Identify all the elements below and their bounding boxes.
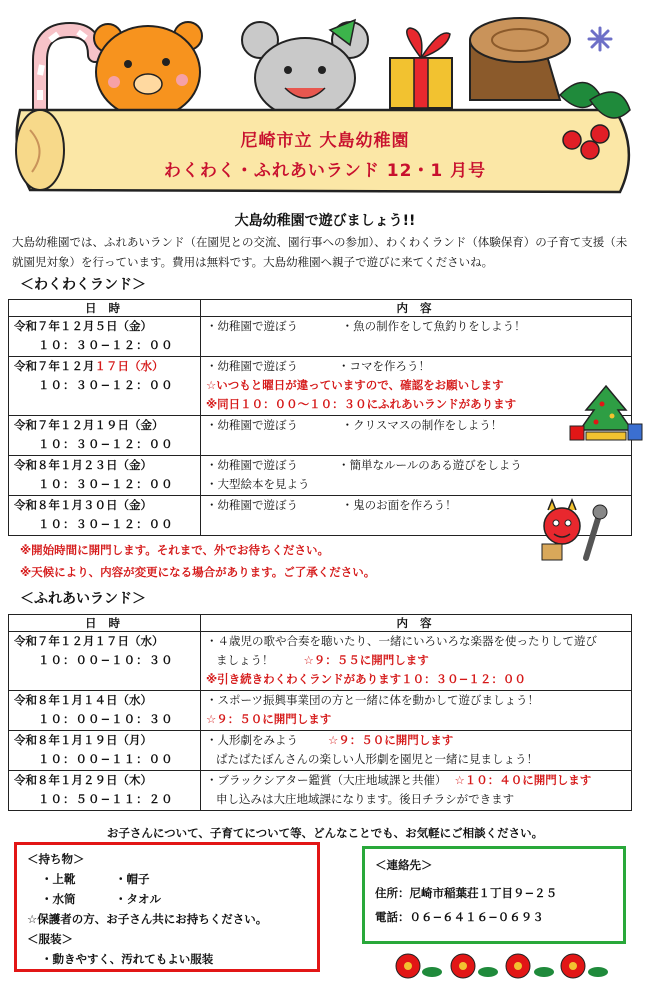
time-text: １０：００−１０：３０ <box>38 653 174 667</box>
banner-org-title: 尼崎市立 大島幼稚園 <box>240 131 410 151</box>
content-cell <box>201 731 632 771</box>
belongings-item: ・上靴 <box>41 872 76 886</box>
followup-note: ※引き続きわくわくランドがあります１０：３０−１２：００ <box>206 672 526 686</box>
intro-text: 大島幼稚園では、ふれあいランド（在園児との交流、園行事への参加）、わくわくランド（体験保育）の子育て支援（未就園児対象）を行っています。費用は無料です。大島幼稚園へ親子で遊びに来てくださいね。 <box>12 235 628 269</box>
open-time-note: ☆９：５０に開門します <box>328 733 454 747</box>
belongings-note: ☆保護者の方、お子さん共にお持ちください。 <box>27 912 268 926</box>
fureai-table <box>8 614 632 811</box>
date-cell <box>9 691 201 731</box>
time-text: １０：３０−１２：００ <box>38 477 174 491</box>
date-cell <box>9 357 201 416</box>
table-row <box>9 632 632 691</box>
table-row <box>9 416 632 456</box>
table-row <box>9 691 632 731</box>
candy-cane-icon <box>40 30 95 115</box>
extra-text: ・大型絵本を見よう <box>206 477 310 491</box>
date-text: 令和７年１２月 <box>14 359 95 373</box>
belongings-heading: ＜持ち物＞ <box>27 852 85 866</box>
time-text: １０：３０−１２：００ <box>38 437 174 451</box>
content-cell <box>201 691 632 731</box>
time-text: １０：３０−１２：００ <box>38 517 174 531</box>
activity-text: 申し込みは大庄地域課になります。後日チラシができます <box>216 792 515 806</box>
date-text: 令和８年１月２３日（金） <box>14 458 152 472</box>
oni-demon-icon <box>528 498 608 564</box>
header-banner <box>0 0 650 205</box>
content-cell <box>201 456 632 496</box>
content-cell <box>201 632 632 691</box>
snowflake-icon <box>589 28 611 50</box>
banner-issue-title: わくわく・ふれあいランド 12・1 月号 <box>163 161 487 181</box>
activity-text: ましょう！ <box>216 653 274 667</box>
activity-text: ・ブラックシアター鑑賞（大庄地域課と共催） <box>206 773 447 787</box>
table-row <box>9 317 632 357</box>
log-stump-icon <box>470 18 570 100</box>
activity-text: ・スポーツ振興事業団の方と一緒に体を動かして遊びましょう！ <box>206 693 540 707</box>
detail-text: ・コマを作ろう！ <box>338 359 430 373</box>
activity-text: ・幼稚園で遊ぼう <box>206 319 298 333</box>
wakuwaku-note-weather: ※天候により、内容が変更になる場合があります。ご了承ください。 <box>20 565 376 579</box>
date-text: 令和７年１２月１９日（金） <box>14 418 164 432</box>
table-row <box>9 357 632 416</box>
date-text: 令和７年１２月５日（金） <box>14 319 152 333</box>
activity-text: ・人形劇をみよう <box>206 733 298 747</box>
mouse-face-icon <box>242 20 368 118</box>
belongings-item: ・帽子 <box>115 872 150 886</box>
date-cell <box>9 416 201 456</box>
activity-text: ・幼稚園で遊ぼう <box>206 498 298 512</box>
clothes-text: ・動きやすく、汚れてもよい服装 <box>41 952 214 966</box>
table-header-row <box>9 615 632 632</box>
gift-box-icon <box>390 28 452 108</box>
time-text: １０：００−１１：００ <box>38 752 174 766</box>
activity-text: ・４歳児の歌や合奏を聴いたり、一緒にいろいろな楽器を使ったりして遊び <box>206 634 597 648</box>
bear-face-icon <box>94 22 202 118</box>
contact-phone: 電話：０６−６４１６−０６９３ <box>375 910 544 924</box>
detail-text: ・鬼のお面を作ろう！ <box>341 498 457 512</box>
time-text: １０：３０−１２：００ <box>38 338 174 352</box>
col-content-header: 内 容 <box>201 300 632 317</box>
date-text: 令和８年１月３０日（金） <box>14 498 152 512</box>
detail-text: ・魚の制作をして魚釣りをしよう！ <box>341 319 526 333</box>
col-date-header: 日 時 <box>9 300 201 317</box>
col-content-header: 内 容 <box>201 615 632 632</box>
activity-text: ・幼稚園で遊ぼう <box>206 359 298 373</box>
date-cell <box>9 771 201 811</box>
table-row <box>9 771 632 811</box>
contact-heading: ＜連絡先＞ <box>375 858 433 872</box>
time-text: １０：５０−１１：２０ <box>38 792 174 806</box>
content-cell <box>201 771 632 811</box>
date-cell <box>9 731 201 771</box>
date-text: 令和８年１月１４日（水） <box>14 693 152 707</box>
consult-message: お子さんについて、子育てについて等、どんなことでも、お気軽にご相談ください。 <box>106 826 544 840</box>
col-date-header: 日 時 <box>9 615 201 632</box>
wakuwaku-note-open: ※開始時間に開門します。それまで、外でお待ちください。 <box>20 543 330 557</box>
open-time-note: ☆１０：４０に開門します <box>454 773 592 787</box>
date-text: 令和７年１２月１７日（水） <box>14 634 164 648</box>
open-time-note: ☆９：５５に開門します <box>303 653 429 667</box>
belongings-box <box>14 842 320 972</box>
open-time-note: ☆９：５０に開門します <box>206 712 332 726</box>
content-cell <box>201 317 632 357</box>
date-text: 令和８年１月１９日（月） <box>14 733 152 747</box>
contact-box <box>362 846 626 944</box>
detail-text: ・簡単なルールのある遊びをしよう <box>338 458 522 472</box>
date-cell <box>9 632 201 691</box>
date-cell <box>9 456 201 496</box>
detail-text: ・クリスマスの制作をしよう！ <box>341 418 503 432</box>
date-text: 令和８年１月２９日（木） <box>14 773 152 787</box>
fureai-heading: ＜ふれあいランド＞ <box>20 591 146 607</box>
date-changed-day: １７日（水） <box>94 359 164 373</box>
time-text: １０：３０−１２：００ <box>38 378 174 392</box>
intro-heading: 大島幼稚園で遊びましょう!! <box>234 213 416 229</box>
note-text: ※同日１０：００〜１０：３０にふれあいランドがあります <box>206 397 517 411</box>
table-header-row <box>9 300 632 317</box>
camellia-flowers-icon <box>388 946 618 986</box>
time-text: １０：００−１０：３０ <box>38 712 174 726</box>
date-cell <box>9 496 201 536</box>
christmas-tree-icon <box>566 382 646 444</box>
wakuwaku-heading: ＜わくわくランド＞ <box>20 277 146 293</box>
table-row <box>9 456 632 496</box>
belongings-item: ・タオル <box>115 892 161 906</box>
note-text: ☆いつもと曜日が違っていますので、確認をお願いします <box>206 378 504 392</box>
clothes-heading: ＜服装＞ <box>27 932 73 946</box>
contact-address: 住所：尼崎市稲葉荘１丁目９−２５ <box>375 886 558 900</box>
activity-text: ぱたぱたぼんさんの楽しい人形劇を園児と一緒に見ましょう！ <box>216 752 538 766</box>
table-row <box>9 731 632 771</box>
belongings-item: ・水筒 <box>41 892 76 906</box>
activity-text: ・幼稚園で遊ぼう <box>206 458 298 472</box>
activity-text: ・幼稚園で遊ぼう <box>206 418 298 432</box>
date-cell <box>9 317 201 357</box>
